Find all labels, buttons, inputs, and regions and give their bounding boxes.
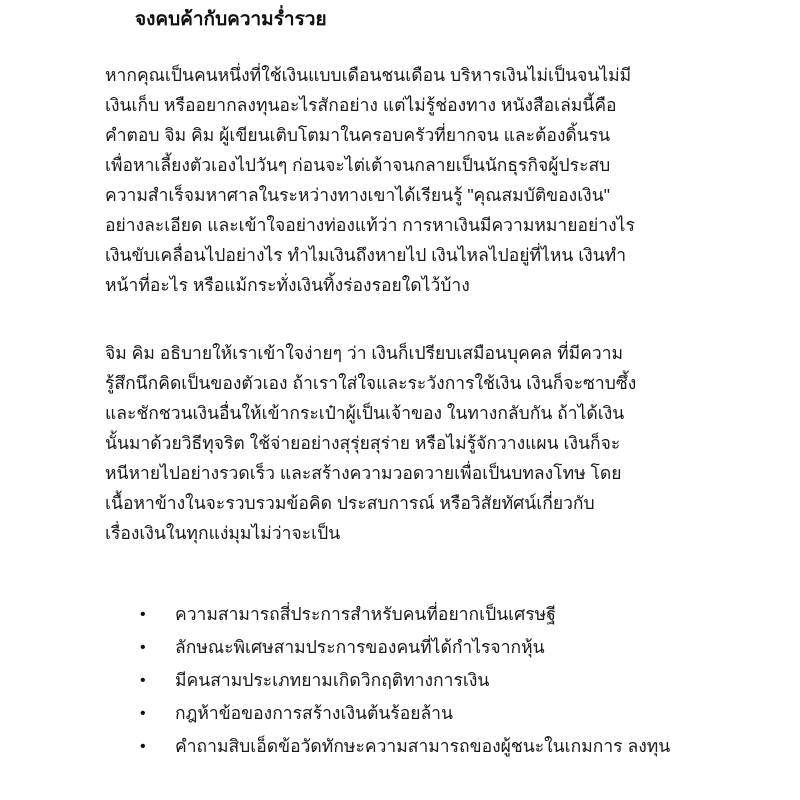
list-item [140,631,705,664]
text-line: เงินขับเคลื่อนไปอย่างไร ทำไมเงินถึงหายไป เงินไหลไปอยู่ที่ไหน เงินทำ [105,245,627,265]
text-line: นั้นมาด้วยวิธีทุจริต ใช้จ่ายอย่างสุรุ่ยสุร่าย หรือไม่รู้จักวางแผน เงินก็จะ [105,433,621,453]
text-line: เนื้อหาข้างในจะรวบรวมข้อคิด ประสบการณ์ หรือวิสัยทัศน์เกี่ยวกับ [105,493,595,513]
text-line: อย่างละเอียด และเข้าใจอย่างท่องแท้ว่า การหาเงินมีความหมายอย่างไร [105,215,635,235]
bullet-icon: • [140,639,146,656]
list-item [140,730,705,763]
text-line: มีคนสามประเภทยามเกิดวิกฤติทางการเงิน [175,670,490,690]
text-line: กฎห้าข้อของการสร้างเงินต้นร้อยล้าน [175,703,453,723]
text-line: จิม คิม อธิบายให้เราเข้าใจง่ายๆ ว่า เงินก็เปรียบเสมือนบุคคล ที่มีความ [105,343,624,363]
bullet-list [105,598,705,763]
bullet-icon: • [140,738,146,755]
list-item [140,664,705,697]
bullet-text [175,631,545,664]
text-line: เรื่องเงินในทุกแง่มุมไม่ว่าจะเป็น [105,523,341,543]
paragraph-explanation [105,338,705,548]
text-line: คำตอบ จิม คิม ผู้เขียนเติบโตมาในครอบครัวที่ยากจน และต้องดิ้นรน [105,125,611,145]
text-line: คำถามสิบเอ็ดข้อวัดทักษะความสามารถของผู้ชนะในเกมการ [175,736,623,756]
bullet-text [175,697,453,730]
bullet-icon: • [140,606,146,623]
list-item [140,697,705,730]
text-line: ความสำเร็จมหาศาลในระหว่างทางเขาได้เรียนรู้ "คุณสมบัติของเงิน" [105,185,610,205]
text-line: หนีหายไปอย่างรวดเร็ว และสร้างความวอดวายเพื่อเป็นบทลงโทษ โดย [105,463,622,483]
book-description-page [105,6,705,763]
bullet-text [175,598,556,631]
text-line: หากคุณเป็นคนหนึ่งที่ใช้เงินแบบเดือนชนเดือน บริหารเงินไม่เป็นจนไม่มี [105,65,632,85]
text-line: และชักชวนเงินอื่นให้เข้ากระเป๋าผู้เป็นเจ้าของ ในทางกลับกัน ถ้าได้เงิน [105,403,625,423]
text-line: หน้าที่อะไร หรือแม้กระทั่งเงินทิ้งร่องรอยใดไว้บ้าง [105,275,470,295]
text-line: ลักษณะพิเศษสามประการของคนที่ได้กำไรจากหุ้น [175,637,545,657]
text-line: ลงทุน [627,736,671,756]
bullet-icon: • [140,705,146,722]
text-line: เพื่อหาเลี้ยงตัวเองไปวันๆ ก่อนจะไต่เต้าจนกลายเป็นนักธุรกิจผู้ประสบ [105,155,611,175]
list-item [140,598,705,631]
bullet-icon: • [140,672,146,689]
text-line: เงินเก็บ หรืออยากลงทุนอะไรสักอย่าง แต่ไม่รู้ช่องทาง หนังสือเล่มนี้คือ [105,95,617,115]
bullet-text [175,664,489,697]
paragraph-intro [105,60,705,300]
page-title: จงคบค้ากับความร่ำรวย [135,9,327,30]
bullet-text [175,730,670,763]
text-line: ความสามารถสี่ประการสำหรับคนที่อยากเป็นเศรษฐี [175,604,556,624]
text-line: รู้สึกนึกคิดเป็นของตัวเอง ถ้าเราใส่ใจและระวังการใช้เงิน เงินก็จะซาบซึ้ง [105,373,637,393]
